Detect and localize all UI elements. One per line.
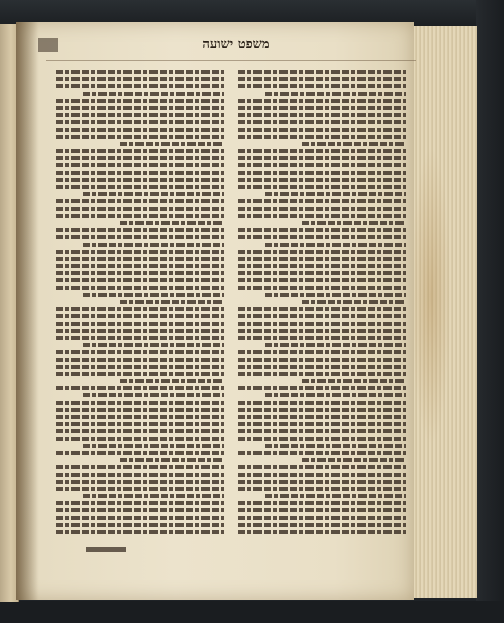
text-line	[56, 149, 224, 153]
text-line	[265, 192, 406, 196]
text-line	[56, 314, 224, 318]
text-line	[56, 120, 224, 124]
text-line	[56, 106, 224, 110]
text-line	[238, 257, 406, 261]
text-line	[302, 142, 406, 146]
text-line	[56, 429, 224, 433]
text-line	[238, 386, 406, 390]
page-stack-edge	[404, 26, 477, 598]
text-line	[56, 401, 224, 405]
text-line	[56, 286, 224, 290]
text-line	[238, 106, 406, 110]
foxing-stain	[411, 146, 451, 446]
text-line	[238, 437, 406, 441]
text-line	[265, 494, 406, 498]
text-line	[83, 343, 224, 347]
text-line	[56, 480, 224, 484]
text-line	[120, 300, 224, 304]
text-line	[238, 508, 406, 512]
text-line	[120, 458, 224, 462]
text-line	[120, 142, 224, 146]
text-line	[83, 293, 224, 297]
text-line	[238, 178, 406, 182]
text-line	[56, 135, 224, 139]
text-line	[238, 415, 406, 419]
text-line	[56, 171, 224, 175]
text-line	[56, 113, 224, 117]
text-line	[302, 300, 406, 304]
text-line	[56, 336, 224, 340]
text-line	[238, 473, 406, 477]
text-line	[238, 128, 406, 132]
book-page	[16, 22, 414, 600]
text-line	[56, 235, 224, 239]
text-line	[238, 336, 406, 340]
text-line	[238, 372, 406, 376]
text-line	[56, 408, 224, 412]
text-line	[238, 156, 406, 160]
text-line	[238, 408, 406, 412]
text-line	[238, 286, 406, 290]
text-line	[83, 393, 224, 397]
text-line	[238, 465, 406, 469]
text-line	[238, 70, 406, 74]
text-line	[238, 350, 406, 354]
text-line	[238, 228, 406, 232]
text-line	[56, 322, 224, 326]
text-line	[238, 314, 406, 318]
text-line	[56, 77, 224, 81]
text-line	[238, 487, 406, 491]
text-line	[56, 508, 224, 512]
text-line	[238, 501, 406, 505]
text-line	[265, 393, 406, 397]
text-line	[238, 401, 406, 405]
text-line	[56, 386, 224, 390]
text-line	[238, 163, 406, 167]
text-line	[238, 271, 406, 275]
text-line	[238, 307, 406, 311]
text-line	[56, 271, 224, 275]
text-line	[238, 523, 406, 527]
running-head: משפט ישועה	[202, 37, 270, 52]
text-line	[265, 343, 406, 347]
text-line	[238, 120, 406, 124]
text-line	[238, 480, 406, 484]
text-line	[56, 358, 224, 362]
column-end-word	[86, 547, 126, 552]
text-line	[238, 365, 406, 369]
text-line	[238, 171, 406, 175]
text-line	[83, 444, 224, 448]
text-line	[265, 243, 406, 247]
book-cover-bottom	[0, 601, 504, 623]
text-line	[56, 257, 224, 261]
text-line	[238, 113, 406, 117]
text-line	[56, 501, 224, 505]
text-line	[56, 228, 224, 232]
text-line	[56, 185, 224, 189]
text-line	[56, 70, 224, 74]
text-line	[56, 278, 224, 282]
text-line	[56, 156, 224, 160]
text-line	[83, 243, 224, 247]
text-line	[56, 199, 224, 203]
text-line	[302, 379, 406, 383]
text-line	[238, 264, 406, 268]
text-line	[56, 516, 224, 520]
text-line	[238, 451, 406, 455]
text-line	[120, 379, 224, 383]
text-line	[238, 135, 406, 139]
text-line	[56, 207, 224, 211]
text-line	[302, 221, 406, 225]
text-line	[56, 422, 224, 426]
text-line	[302, 458, 406, 462]
text-line	[83, 192, 224, 196]
text-line	[83, 494, 224, 498]
text-line	[238, 250, 406, 254]
text-line	[56, 487, 224, 491]
text-line	[56, 365, 224, 369]
text-line	[238, 322, 406, 326]
text-line	[56, 84, 224, 88]
text-column-left	[56, 70, 224, 540]
text-line	[56, 473, 224, 477]
text-line	[238, 84, 406, 88]
text-line	[56, 523, 224, 527]
text-line	[56, 128, 224, 132]
text-line	[238, 149, 406, 153]
text-line	[238, 429, 406, 433]
text-line	[238, 422, 406, 426]
text-line	[56, 99, 224, 103]
text-line	[56, 178, 224, 182]
text-line	[56, 437, 224, 441]
text-column-right	[238, 70, 406, 540]
header-rule	[46, 60, 416, 61]
text-line	[56, 329, 224, 333]
text-line	[56, 350, 224, 354]
book-cover-spine-edge	[476, 0, 504, 623]
text-line	[56, 530, 224, 534]
text-line	[120, 221, 224, 225]
text-line	[238, 199, 406, 203]
text-line	[238, 185, 406, 189]
text-line	[56, 307, 224, 311]
text-line	[238, 214, 406, 218]
text-line	[238, 516, 406, 520]
text-line	[238, 358, 406, 362]
text-line	[238, 329, 406, 333]
text-line	[56, 372, 224, 376]
text-line	[238, 207, 406, 211]
gutter-shadow	[16, 22, 38, 600]
text-line	[56, 250, 224, 254]
text-line	[265, 293, 406, 297]
text-line	[238, 99, 406, 103]
page-number-mark	[38, 38, 58, 52]
text-line	[265, 444, 406, 448]
text-line	[238, 77, 406, 81]
text-line	[56, 214, 224, 218]
text-line	[238, 278, 406, 282]
text-line	[238, 235, 406, 239]
text-line	[83, 92, 224, 96]
text-line	[265, 92, 406, 96]
text-line	[238, 530, 406, 534]
text-line	[56, 465, 224, 469]
text-line	[56, 451, 224, 455]
text-line	[56, 264, 224, 268]
text-line	[56, 163, 224, 167]
text-line	[56, 415, 224, 419]
